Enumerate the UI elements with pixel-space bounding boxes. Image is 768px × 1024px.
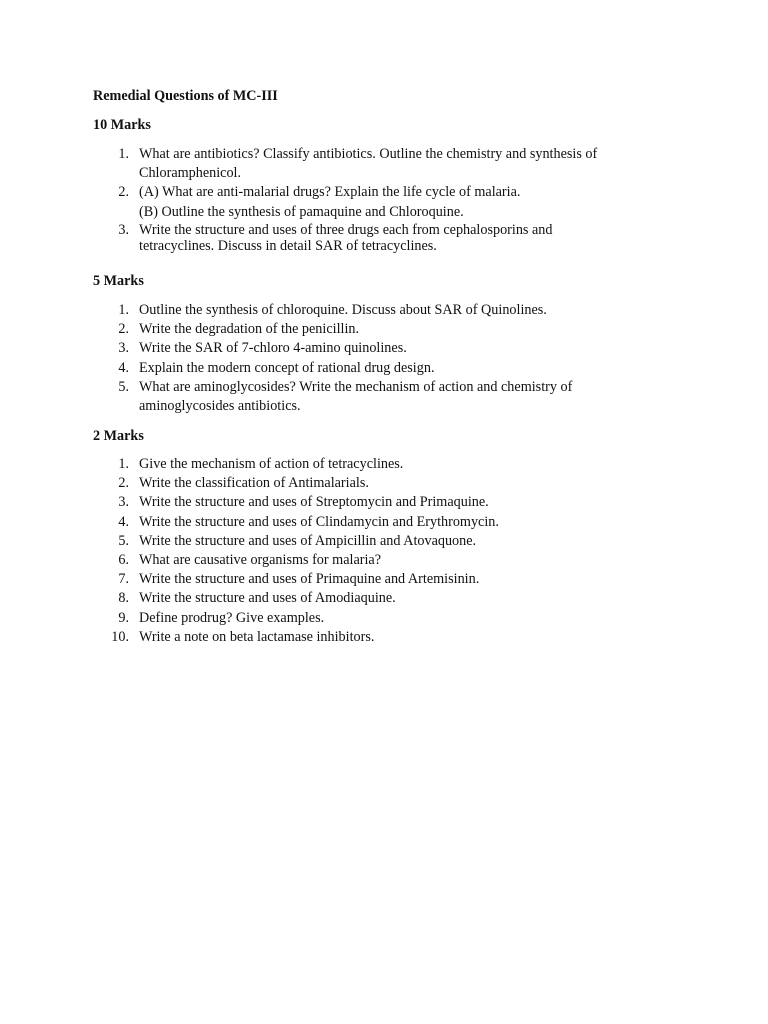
question-line: Write a note on beta lactamase inhibitors. [139,628,375,645]
question-text [139,493,659,512]
question-text [139,378,659,416]
question-text [139,359,659,378]
question-number: 2. [118,184,129,201]
question-line: Write the structure and uses of Ampicillin and Atovaquone. [139,532,477,549]
question-text [139,320,659,339]
list-item [0,145,768,183]
list-item [0,474,768,493]
section-heading-10-marks: 10 Marks [93,117,151,133]
question-text [139,474,659,493]
question-number: 9. [118,609,129,626]
question-line: Define prodrug? Give examples. [139,609,325,626]
list-item [0,589,768,608]
list-item [0,628,768,647]
question-line: (B) Outline the synthesis of pamaquine and Chloroquine. [139,203,464,220]
question-number: 2. [118,475,129,492]
list-item [0,359,768,378]
list-item [0,378,768,416]
question-line: Write the SAR of 7-chloro 4-amino quinolines. [139,340,407,357]
question-number: 6. [118,552,129,569]
list-item [0,551,768,570]
question-line: Write the classification of Antimalarials. [139,475,369,492]
list-item [0,320,768,339]
question-line: Outline the synthesis of chloroquine. Discuss about SAR of Quinolines. [139,302,547,318]
question-text [139,589,659,608]
question-line: (A) What are anti-malarial drugs? Explain the life cycle of malaria. [139,184,521,201]
list-item [0,609,768,628]
question-number: 8. [118,590,129,607]
question-text [139,570,659,589]
question-list-2-marks [0,455,768,647]
question-number: 3. [118,494,129,511]
question-line: Write the structure and uses of Primaquine and Artemisinin. [139,571,480,588]
list-item [0,513,768,532]
question-number: 7. [118,571,129,588]
question-line: Chloramphenicol. [139,165,242,182]
question-number: 1. [118,146,129,162]
question-list-10-marks [0,145,768,255]
list-item [0,222,768,255]
question-number: 1. [118,302,129,318]
question-number: 10. [111,628,129,645]
question-line: Explain the modern concept of rational drug design. [139,359,435,376]
question-number: 5. [118,532,129,549]
list-item [0,183,768,221]
question-line: tetracyclines. Discuss in detail SAR of tetracyclines. [139,238,437,255]
question-line: What are aminoglycosides? Write the mechanism of action and chemistry of [139,378,573,395]
list-item [0,493,768,512]
question-line: What are antibiotics? Classify antibiotics. Outline the chemistry and synthesis of [139,146,598,162]
question-line: Give the mechanism of action of tetracyclines. [139,456,404,472]
question-number: 3. [118,340,129,357]
question-number: 2. [118,321,129,338]
list-item [0,455,768,474]
question-text [139,339,659,358]
document-title: Remedial Questions of MC-III [93,88,278,104]
question-text [139,301,659,320]
question-line: Write the structure and uses of three drugs each from cephalosporins and [139,221,553,238]
question-text [139,222,659,255]
section-heading-2-marks: 2 Marks [93,428,144,444]
list-item [0,301,768,320]
question-list-5-marks [0,301,768,416]
question-number: 1. [118,456,129,472]
question-number: 4. [118,513,129,530]
question-text [139,628,659,647]
list-item [0,570,768,589]
question-line: Write the structure and uses of Amodiaquine. [139,590,396,607]
question-text [139,513,659,532]
question-number: 5. [118,378,129,395]
question-number: 3. [118,221,129,238]
section-heading-5-marks: 5 Marks [93,273,144,289]
question-text [139,532,659,551]
question-text [139,609,659,628]
question-line: Write the degradation of the penicillin. [139,321,360,338]
list-item [0,339,768,358]
question-number: 4. [118,359,129,376]
question-text [139,455,659,474]
question-text [139,145,659,183]
question-line: Write the structure and uses of Streptomycin and Primaquine. [139,494,489,511]
question-text [139,551,659,570]
list-item [0,532,768,551]
question-line: What are causative organisms for malaria? [139,552,381,569]
question-line: aminoglycosides antibiotics. [139,398,301,415]
question-line: Write the structure and uses of Clindamycin and Erythromycin. [139,513,499,530]
question-text [139,183,659,221]
